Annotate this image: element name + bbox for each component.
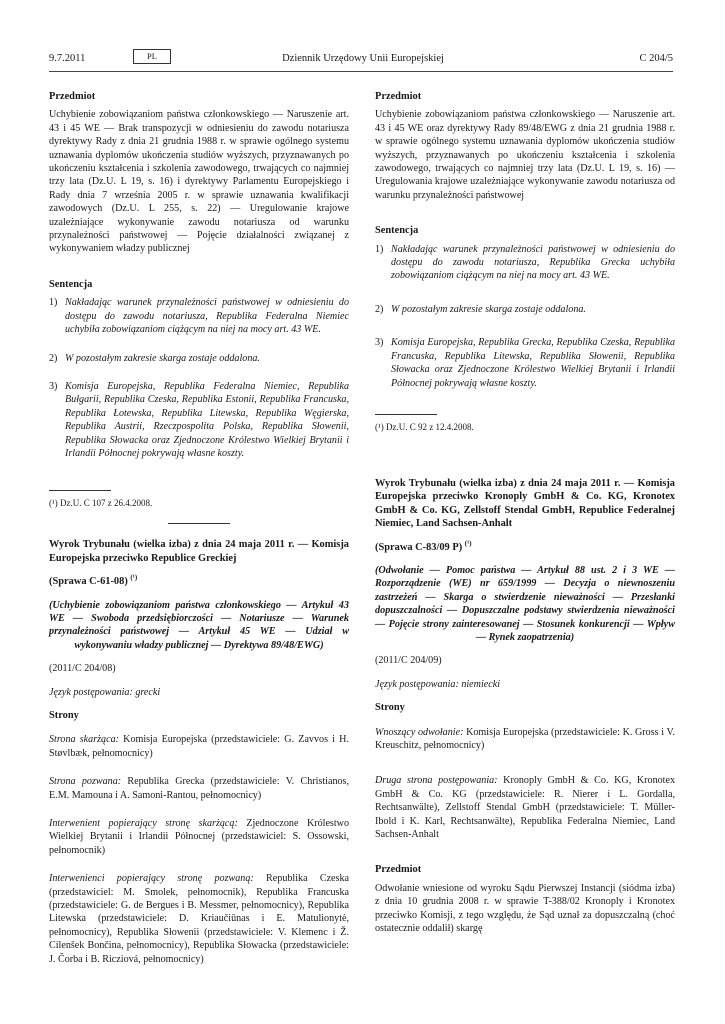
right-column <box>375 90 675 935</box>
section-heading-przedmiot: Przedmiot <box>49 91 96 102</box>
przedmiot-text: Uchybienie zobowiązaniom państwa członkowskiego — Naruszenie art. 43 i 45 WE — Brak transpozycji w odniesieniu do zawodu notariusza dyrektywy Rady z dnia 21 grudnia 1988 r. w sprawie ogólnego systemu uznawania dyplomów ukończenia studiów wyższych, przyznawanych po ukończeniu kształcenia i szkolenia zawodowego, trwających co najmniej trzy lata (Dz.U. L 19, s. 16) i dyrektywy Parlamentu Europejskiego i Rady dnia 7 września 2005 r. w sprawie uznawania kwalifikacji zawodowych (Dz.U. L 255, s. 22) — Uregulowanie krajowe uzależniające wykonywanie zawodu notariusza od warunku przynależności państwowej — Pojęcie działalności związanej z wykonywaniem władzy publicznej <box>49 109 349 255</box>
sentencja-item: 2) W pozostałym zakresie skarga zostaje oddalona. <box>375 303 586 315</box>
case-reference: (2011/C 204/09) <box>375 655 442 667</box>
section-heading-przedmiot: Przedmiot <box>375 91 422 102</box>
case-title: Wyrok Trybunału (wielka izba) z dnia 24 maja 2011 r. — Komisja Europejska przeciwko Republice Greckiej <box>49 539 349 564</box>
case-subject: (Uchybienie zobowiązaniom państwa członkowskiego — Artykuł 43 WE — Swoboda przedsiębiorczości — Notariusze — Warunek przynależności państwowej — Artykuł 45 WE — Udział w wykonywaniu władzy publicznej — Dyrektywa 89/48/EWG) <box>49 599 349 651</box>
case-subject: (Odwołanie — Pomoc państwa — Artykuł 88 ust. 2 i 3 WE — Rozporządzenie (WE) nr 659/1999 — Decyzja o niewnoszeniu zastrzeżeń — Skarga o stwierdzenie nieważności — Przesłanki dopuszczalności — Dopuszczalne podstawy stwierdzenia nieważności — Pojęcie strony zainteresowanej — Stosunek konkurencji — Wpływ — Rynek zaopatrzenia) <box>375 564 675 643</box>
case-reference: (2011/C 204/08) <box>49 663 116 675</box>
sentencja-list <box>375 243 675 390</box>
party-entry: Druga strona postępowania: Kronoply GmbH & Co. KG, Kronotex GmbH & Co. KG (przedstawiciele: R. Nierer i L. Gordalla, Rechtsanwälte), Zellstoff Stendal GmbH (przedstawiciele: T. Müller-Ibold i K. Karl, Rechtsanwälte), Republika Federalna Niemiec, Land Sachsen-Anhalt <box>375 775 675 841</box>
section-heading-sentencja: Sentencja <box>375 225 419 237</box>
header-date: 9.7.2011 <box>49 53 86 64</box>
page-number: C 204/5 <box>639 53 673 64</box>
sentencja-item: 3) Komisja Europejska, Republika Federalna Niemiec, Republika Bułgarii, Republika Czeska, Republika Estonii, Republika Francuska, Republika Łotewska, Republika Litewska, Republika Węgierska, Republika Austrii, Rzeczpospolita Polska, Republika Słowenii, Republika Słowacka oraz Zjednoczone Królestwo Wielkiej Brytanii i Irlandii Północnej pokrywają własne koszty. <box>49 380 349 459</box>
section-heading-przedmiot-2: Przedmiot <box>375 864 422 876</box>
sentencja-item: 2) W pozostałym zakresie skarga zostaje oddalona. <box>49 352 260 364</box>
journal-title: Dziennik Urzędowy Unii Europejskiej <box>282 53 444 64</box>
sentencja-item: 1) Nakładając warunek przynależności państwowej w odniesieniu do dostępu do zawodu notariusza, Republika Grecka uchybiła zobowiązaniom ciążącym na niej na mocy art. 43 WE. <box>375 243 675 282</box>
przedmiot-text: Uchybienie zobowiązaniom państwa członkowskiego — Naruszenie art. 43 i 45 WE oraz dyrektywy Rady 89/48/EWG z dnia 21 grudnia 1988 r. w sprawie ogólnego systemu uznawania dyplomów ukończenia studiów wyższych, przyznawanych po ukończeniu kształcenia i szkolenia zawodowego, trwających co najmniej trzy lata (Dz.U. L 19, s. 16) — Uregulowania krajowe uzależniające wykonywanie zawodu notariusza od warunku przynależności państwowej <box>375 109 675 201</box>
language-badge: PL <box>133 49 171 64</box>
party-entry: Strona skarżąca: Komisja Europejska (przedstawiciele: G. Zavvos i H. Støvlbæk, pełnomocnicy) <box>49 734 349 759</box>
case-number: (Sprawa C-83/09 P) $^{(^1)}$ <box>375 539 472 553</box>
section-heading-strony: Strony <box>375 702 405 714</box>
left-column <box>49 90 349 966</box>
case-title: Wyrok Trybunału (wielka izba) z dnia 24 maja 2011 r. — Komisja Europejska przeciwko Kronoply GmbH & Co. KG, Kronotex GmbH & Co. KG, Zellstoff Stendal GmbH, Republice Federalnej Niemiec, Land Sachsen-Anhalt <box>375 477 675 530</box>
sentencja-item: 3) Komisja Europejska, Republika Grecka, Republika Czeska, Republika Francuska, Republika Litewska, Republika Słowenii, Republika Słowacka oraz Zjednoczone Królestwo Wielkiej Brytanii i Irlandii Północnej pokrywają własne koszty. <box>375 337 675 389</box>
party-entry: Strona pozwana: Republika Grecka (przedstawiciele: V. Christianos, E.M. Mamouna i A. Samoni-Rantou, pełnomocnicy) <box>49 776 350 801</box>
procedure-language: Język postępowania: niemiecki <box>375 678 501 690</box>
footnote: (¹) Dz.U. C 107 z 26.4.2008. <box>49 498 153 509</box>
procedure-language: Język postępowania: grecki <box>49 686 161 698</box>
party-entry: Interwenienci popierający stronę pozwaną: Republika Czeska (przedstawiciel: M. Smolek, pełnomocnik), Republika Francuska (przedstawiciele: G. de Bergues i B. Messmer, pełnomocnicy), Republika Litewska (przedstawiciele: D. Kriaučiūnas i E. Matulionytė, pełnomocnicy), Republika Słowenii (przedstawiciele: V. Klemenc i Ž. Cilenšek Bončina, pełnomocnicy), Republika Słowacka (przedstawiciele: J. Čorba i B. Ricziová, pełnomocnicy) <box>49 873 349 965</box>
footnote: (¹) Dz.U. C 92 z 12.4.2008. <box>375 421 474 432</box>
case-number: (Sprawa C-61-08) $^{(^1)}$ <box>49 573 138 588</box>
section-heading-strony: Strony <box>49 710 79 721</box>
section-heading-sentencja: Sentencja <box>49 278 93 290</box>
party-entry: Wnoszący odwołanie: Komisja Europejska (przedstawiciele: K. Gross i V. Kreuschitz, pełnomocnicy) <box>375 726 675 751</box>
header-divider <box>49 71 673 72</box>
przedmiot-text-2: Odwołanie wniesione od wyroku Sądu Pierwszej Instancji (siódma izba) z dnia 10 grudnia 2008 r. w sprawie T-388/02 Kronoply i Kronotex przeciwko Komisji, z tego względu, że Sąd uznał za dopuszczalną (choć ostatecznie oddalił) skargę <box>375 882 675 935</box>
sentencja-list <box>49 296 349 460</box>
party-entry: Interwenient popierający stronę skarżącą: Zjednoczone Królestwo Wielkiej Brytanii i Irlandii Północnej (przedstawiciel: S. Ossowski, pełnomocnik) <box>49 818 349 856</box>
sentencja-item: 1) Nakładając warunek przynależności państwowej w odniesieniu do dostępu do zawodu notariusza, Republika Federalna Niemiec uchybiła zobowiązaniom ciążącym na niej na mocy art. 43 WE. <box>49 297 349 336</box>
